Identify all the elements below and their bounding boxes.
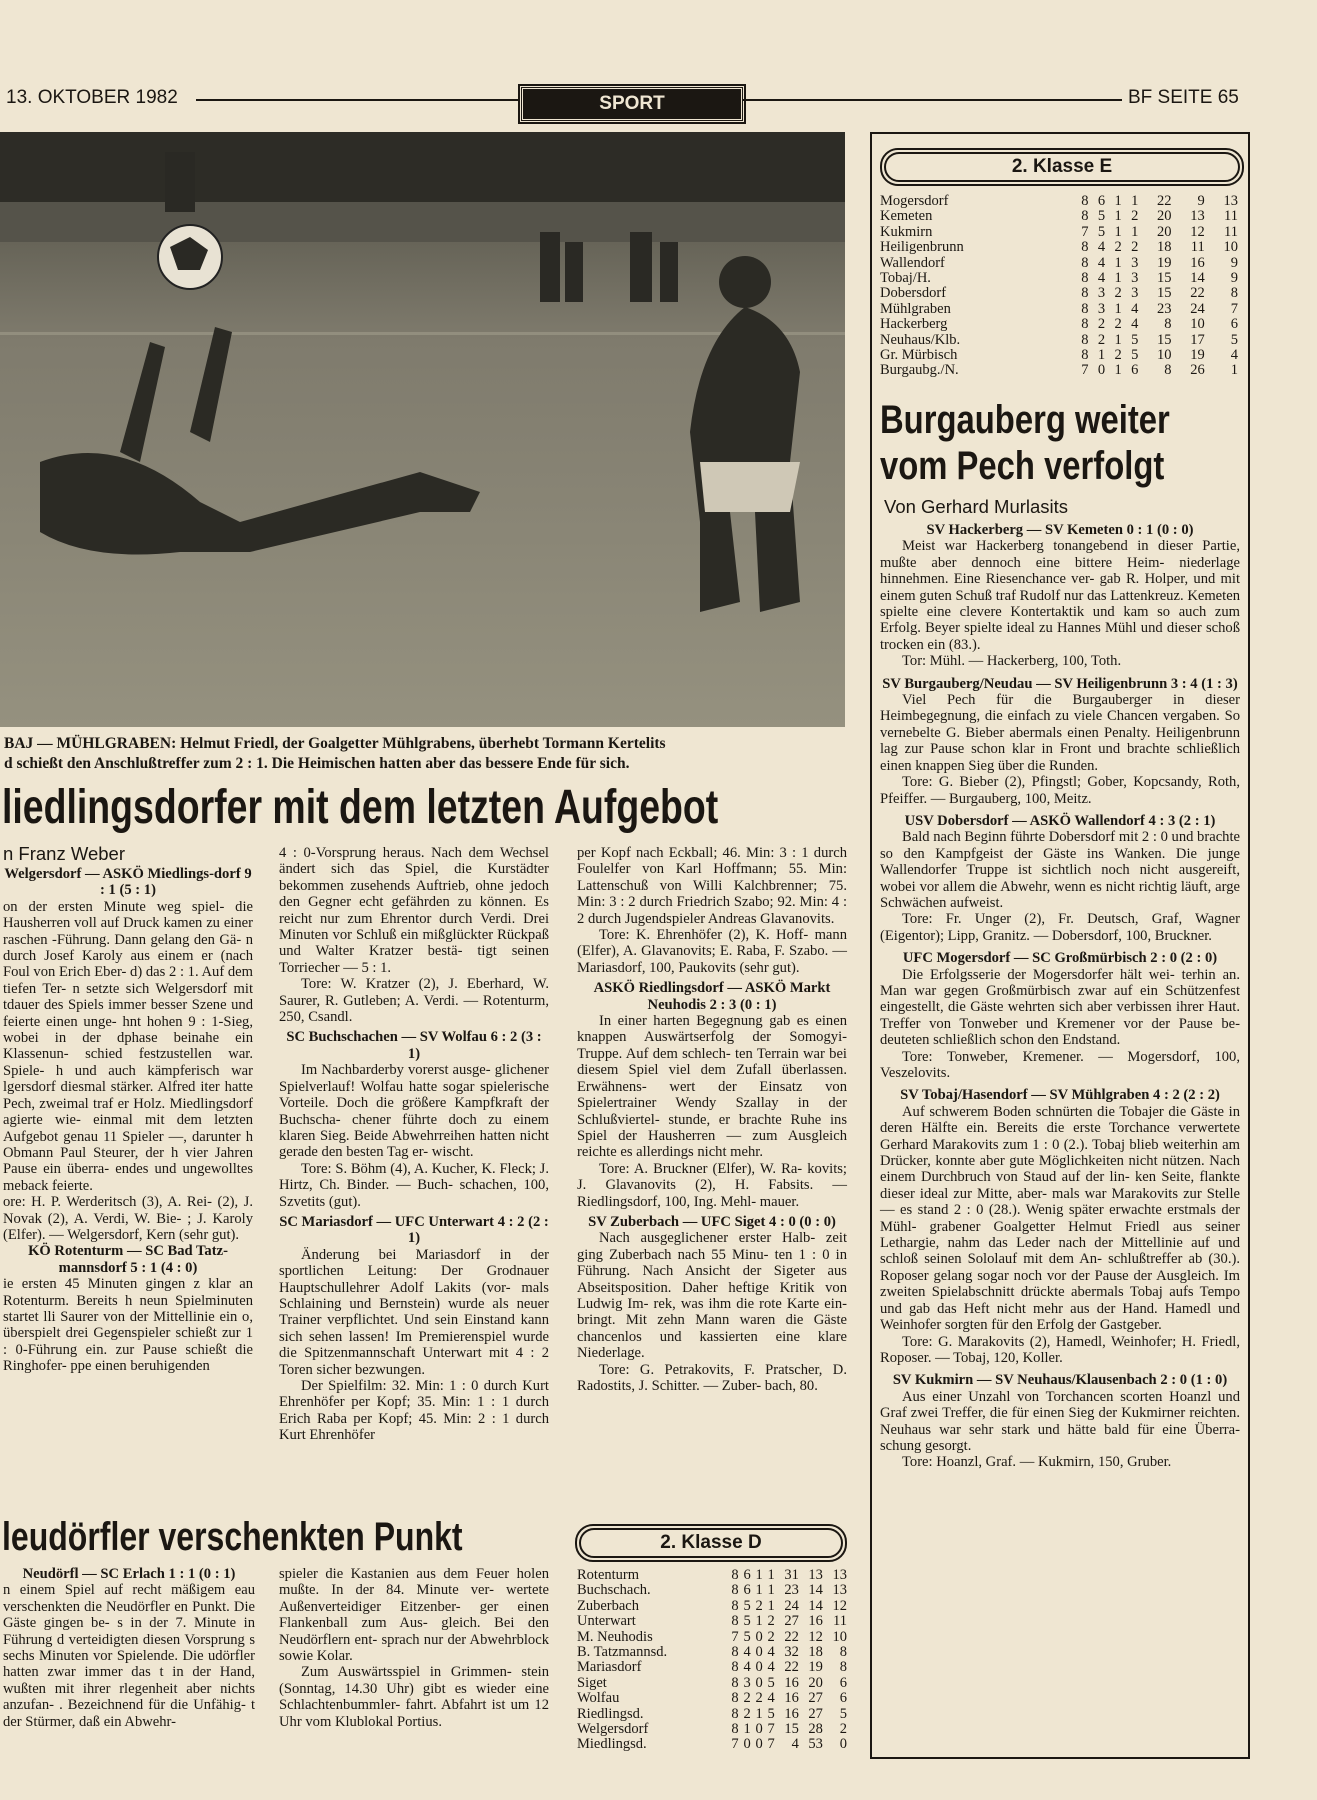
- team-name: Gr. Mürbisch: [880, 347, 958, 364]
- standings-table-d: [577, 1568, 847, 1753]
- table-row: [880, 333, 1238, 348]
- stat-value: 10: [1157, 347, 1172, 364]
- stat-value: 22: [784, 1628, 799, 1645]
- match-film: Der Spielfilm: 32. Min: 1 : 0 durch Kurt Ehrenhöfer per Kopf; 35. Min: 1 : 1 durch Erich Raba per Kopf; 45. Min: 2 : 1 durch Kurt Ehrenhöfer: [279, 1378, 549, 1444]
- table-row: [577, 1614, 847, 1629]
- stat-value: 2: [755, 1597, 763, 1614]
- article-column-1: [3, 866, 253, 1375]
- match-title: SC Mariasdorf — UFC Unterwart 4 : 2 (2 : 1): [279, 1213, 549, 1247]
- stat-value: 11: [833, 1613, 847, 1630]
- stat-value: 7: [767, 1721, 775, 1738]
- stat-value: 4: [767, 1644, 775, 1661]
- table-row: [880, 286, 1238, 301]
- stat-value: 0: [755, 1674, 763, 1691]
- stat-value: 4: [767, 1659, 775, 1676]
- stat-value: 7: [731, 1736, 739, 1753]
- stat-value: 8: [731, 1644, 739, 1661]
- stat-value: 23: [1157, 300, 1172, 317]
- stat-value: 6: [1230, 316, 1238, 333]
- match-scorers: Tore: K. Ehrenhöfer (2), K. Hoff- mann (Elfer), A. Glavanovits; E. Raba, F. Szabo. — Mariasdorf, 100, Paukovits (sehr gut).: [577, 927, 847, 976]
- team-name: M. Neuhodis: [577, 1628, 653, 1645]
- stat-value: 8: [731, 1582, 739, 1599]
- stat-value: 9: [1230, 254, 1238, 271]
- stat-value: 13: [832, 1582, 847, 1599]
- stat-value: 18: [1157, 239, 1172, 256]
- stat-value: 8: [731, 1721, 739, 1738]
- table-e-title: [880, 148, 1244, 186]
- stat-value: 4: [1097, 239, 1106, 256]
- stat-value: 13: [832, 1567, 847, 1583]
- match-title: UFC Mogersdorf — SC Großmürbisch 2 : 0 (2 : 0): [902, 950, 1218, 967]
- neudoerfl-column-2: [279, 1566, 549, 1796]
- stat-value: 4: [767, 1690, 775, 1707]
- stat-value: 2: [1114, 239, 1122, 256]
- team-name: Mogersdorf: [880, 193, 949, 209]
- table-row: [880, 302, 1238, 317]
- table-row: [880, 317, 1238, 332]
- stat-value: 11: [1224, 223, 1238, 240]
- photo-caption-line1: BAJ — MÜHLGRABEN: Helmut Friedl, der Goalgetter Mühlgrabens, überhebt Tormann Kertelits: [4, 735, 666, 752]
- table-row: [577, 1676, 847, 1691]
- stat-value: 8: [1081, 347, 1089, 364]
- stat-value: 2: [1114, 285, 1122, 302]
- stat-value: 4: [1097, 254, 1106, 271]
- stat-value: 1: [1114, 254, 1122, 271]
- stat-value: 8: [1081, 254, 1089, 271]
- stat-value: 1: [755, 1567, 763, 1583]
- stat-value: 6: [743, 1582, 751, 1599]
- match-report: Nach ausgeglichener erster Halb- zeit ging Zuberbach nach 55 Minu- ten 1 : 0 in Führung. Nach Ansicht der Sigeter aus Abseitsposition. Daher heftige Kritik von Ludwig Im- rek, was ihm die rote Karte ein- bringt. Mit zehn Mann waren die Gäste chancenlos und kassierten eine klare Niederlage.: [577, 1230, 847, 1362]
- stat-value: 2: [1114, 316, 1122, 333]
- stat-value: 2: [743, 1690, 751, 1707]
- match-scorers: Tore: Hoanzl, Graf. — Kukmirn, 150, Gruber.: [902, 1454, 1172, 1471]
- stat-value: 20: [1157, 208, 1172, 225]
- stat-value: 2: [1097, 316, 1106, 333]
- match-report: Auf schwerem Boden schnürten die Tobajer die Gäste in deren Hälfte ein. Bereits die erste Torchance verwertete Gerhard Marakovits zum 1 : 0 (2.). Tobaj blieb weiterhin am Drücker, konnte aber gute Möglichkeiten nicht nützen. Nach einem Durchbruch von Staud auf der lin- ken Seite, flankte dieser ideal zur Mitte, aber- mals war Marakovits zur Stelle — es stand 2 : 0 (28.). Wenig später erwachte erstmals der Mühl- grabener Goalgetter Helmut Friedl aus seiner Lethargie, nahm das Leder nach der Mittellinie auf und schloß seinen Sololauf mit dem An- schlußtreffer ab (30.). Roposer gelang sogar noch vor der Pause der Ausgleich. Im zweiten Spielabschnitt drückte abermals Tobaj aufs Tempo und gab das Heft nicht mehr aus der Hand. Hamedl und Weinhofer sorgten für den Erfolg der Gastgeber.: [880, 1103, 1240, 1334]
- stat-value: 1: [767, 1582, 775, 1599]
- table-row: [577, 1660, 847, 1675]
- table-row: [577, 1645, 847, 1660]
- match-scorers: Tore: G. Bieber (2), Pfingstl; Gober, Kopcsandy, Roth, Pfeiffer. — Burgauberg, 100, Meitz.: [880, 774, 1240, 807]
- stat-value: 24: [784, 1597, 799, 1614]
- stat-value: 0: [755, 1628, 763, 1645]
- team-name: Miedlingsd.: [577, 1736, 647, 1753]
- stat-value: 5: [1097, 208, 1106, 225]
- stat-value: 4: [743, 1659, 751, 1676]
- stat-value: 23: [784, 1582, 799, 1599]
- stat-value: 12: [808, 1628, 823, 1645]
- team-name: B. Tatzmannsd.: [577, 1644, 668, 1661]
- table-d-title-text: 2. Klasse D: [660, 1532, 762, 1553]
- stat-value: 1: [1114, 208, 1122, 225]
- stat-value: 27: [808, 1705, 823, 1722]
- match-title: SV Hackerberg — SV Kemeten 0 : 1 (0 : 0): [926, 522, 1194, 538]
- stat-value: 0: [743, 1736, 751, 1753]
- stat-value: 2: [1114, 347, 1122, 364]
- match-scorers: Tor: Mühl. — Hackerberg, 100, Toth.: [902, 653, 1122, 670]
- header-rule-right: [742, 99, 1122, 101]
- byline-murlasits: Von Gerhard Murlasits: [884, 496, 1069, 517]
- table-row: [880, 271, 1238, 286]
- neudoerfl-column-1: [3, 1566, 255, 1796]
- stat-value: 15: [1157, 270, 1172, 287]
- match-title: KÖ Rotenturm — SC Bad Tatz- mannsdorf 5 : 1 (4 : 0): [28, 1243, 228, 1276]
- stat-value: 1: [1114, 362, 1122, 379]
- table-row: [577, 1630, 847, 1645]
- stat-value: 1: [1097, 347, 1106, 364]
- stat-value: 1: [743, 1721, 751, 1738]
- match-title: USV Dobersdorf — ASKÖ Wallendorf 4 : 3 (2 : 1): [904, 812, 1216, 829]
- stat-value: 12: [1190, 223, 1205, 240]
- match-title: SV Kukmirn — SV Neuhaus/Klausenbach 2 : 0 (1 : 0): [892, 1372, 1228, 1389]
- team-name: Unterwart: [577, 1613, 636, 1630]
- section-label: SPORT: [520, 86, 744, 122]
- team-name: Siget: [577, 1674, 607, 1691]
- stat-value: 7: [767, 1736, 775, 1753]
- team-name: Buchschach.: [577, 1582, 651, 1599]
- stat-value: 5: [1131, 347, 1139, 364]
- table-row: [577, 1568, 847, 1583]
- match-report: spieler die Kastanien aus dem Feuer holen mußte. In der 84. Minute ver- wertete Außenverteidiger Eitzenber- ger einen Flankenball zum Aus- gleich. Bei den Neudörflern ent- sprach nur der Abwehrblock sowie Kolar.: [279, 1566, 549, 1665]
- stat-value: 8: [731, 1567, 739, 1583]
- team-name: Mühlgraben: [880, 300, 951, 317]
- stat-value: 6: [1097, 193, 1106, 209]
- stat-value: 1: [1131, 223, 1139, 240]
- stat-value: 1: [1114, 223, 1122, 240]
- match-title: ASKÖ Riedlingsdorf — ASKÖ Markt Neuhodis 2 : 3 (0 : 1): [593, 980, 831, 1013]
- stat-value: 6: [743, 1567, 751, 1583]
- standings-table-e: [880, 194, 1238, 379]
- team-name: Kemeten: [880, 208, 933, 225]
- stat-value: 6: [839, 1690, 847, 1707]
- stat-value: 4: [1230, 347, 1238, 364]
- stat-value: 1: [1114, 270, 1122, 287]
- table-row: [880, 348, 1238, 363]
- stat-value: 2: [839, 1721, 847, 1738]
- team-name: Zuberbach: [577, 1597, 639, 1614]
- stat-value: 4: [1097, 270, 1106, 287]
- stat-value: 27: [784, 1613, 799, 1630]
- stat-value: 24: [1190, 300, 1205, 317]
- stat-value: 17: [1190, 331, 1205, 348]
- match-scorers: Tore: W. Kratzer (2), J. Eberhard, W. Saurer, R. Gutleben; A. Verdi. — Rotenturm, 250, Csandl.: [279, 976, 549, 1026]
- stat-value: 5: [743, 1597, 751, 1614]
- table-e-title-text: 2. Klasse E: [1011, 156, 1113, 177]
- stat-value: 5: [767, 1705, 775, 1722]
- stat-value: 1: [767, 1597, 775, 1614]
- stat-value: 3: [1131, 285, 1139, 302]
- team-name: Heiligenbrunn: [880, 239, 964, 256]
- table-row: [577, 1691, 847, 1706]
- byline-franz-weber: n Franz Weber: [3, 843, 126, 864]
- team-name: Welgersdorf: [577, 1721, 649, 1738]
- stat-value: 8: [731, 1674, 739, 1691]
- match-title: Welgersdorf — ASKÖ Miedlings-dorf 9 : 1 (5 : 1): [4, 866, 252, 899]
- stat-value: 9: [1230, 270, 1238, 287]
- table-row: [880, 240, 1238, 255]
- team-name: Wallendorf: [880, 254, 945, 271]
- page-date: 13. OKTOBER 1982: [6, 87, 178, 108]
- stat-value: 15: [784, 1721, 799, 1738]
- stat-value: 8: [731, 1690, 739, 1707]
- table-row: [880, 194, 1238, 209]
- stat-value: 16: [784, 1690, 799, 1707]
- stat-value: 13: [1223, 193, 1238, 209]
- stat-value: 2: [767, 1628, 775, 1645]
- table-row: [880, 209, 1238, 224]
- stat-value: 3: [743, 1674, 751, 1691]
- match-report: on der ersten Minute weg spiel- die Hausherren voll auf Druck kamen zu einer raschen -Führung. Dann gelang den Gä- n durch Josef Karoly aus einem er (nach Foul von Erich Eber- d) das 2 : 1. Auf dem tiefen Ter- n setzte sich Welgersdorf mit tdauer des Spiels immer besser Szene und feierte einen unge- hnt hohen 9 : 1-Sieg, wobei in der dphase beinahe ein Klassenun- schied festzustellen war. Spiele- h und auch kämpferisch war lgersdorf diesmal stärker. Alfred iter hatte Pech, zweimal traf er Holz. Miedlingsdorf agierte wie- einmal mit dem letzten Aufgebot genau 11 Spieler —, darunter h Obmann Paul Steurer, der h vier Jahren Pause ein überra- endes und ungewolltes meback feierte.: [3, 898, 253, 1194]
- stat-value: 1: [755, 1582, 763, 1599]
- stat-value: 22: [1157, 193, 1172, 209]
- stat-value: 2: [755, 1690, 763, 1707]
- stat-value: 8: [1164, 316, 1172, 333]
- stat-value: 16: [784, 1674, 799, 1691]
- stat-value: 10: [832, 1628, 847, 1645]
- match-report: 4 : 0-Vorsprung heraus. Nach dem Wechsel ändert sich das Spiel, die Kurstädter bekommen zusehends Auftrieb, ohne jedoch den Gegner echt gefährden zu können. Es reicht nur zum Ehrentor durch Verdi. Drei Minuten vor Schluß ein mißglückter Rückpaß und Walter Kratzer bestä- tigt seinen Torriecher — 5 : 1.: [279, 845, 549, 976]
- stat-value: 14: [808, 1597, 823, 1614]
- stat-value: 8: [1081, 285, 1089, 302]
- stat-value: 1: [755, 1613, 763, 1630]
- article-column-3: [577, 845, 847, 1394]
- stat-value: 8: [1164, 362, 1172, 379]
- stat-value: 8: [1081, 300, 1089, 317]
- photo-goalkeeper-diving: [0, 132, 845, 727]
- match-scorers: Tore: A. Bruckner (Elfer), W. Ra- kovits; J. Glavanovits (2), H. Fabsits. — Riedlingsdorf, 100, Ing. Mehl- mauer.: [577, 1160, 847, 1210]
- match-title: SV Zuberbach — UFC Siget 4 : 0 (0 : 0): [588, 1213, 836, 1230]
- match-scorers: ore: H. P. Werderitsch (3), A. Rei- (2), J. Novak (2), A. Verdi, W. Bie- ; J. Karoly (Elfer). — Welgersdorf, Kern (sehr gut).: [3, 1194, 253, 1243]
- stat-value: 16: [784, 1705, 799, 1722]
- team-name: Hackerberg: [880, 316, 948, 333]
- stat-value: 8: [731, 1705, 739, 1722]
- stat-value: 5: [767, 1674, 775, 1691]
- team-name: Wolfau: [577, 1690, 620, 1707]
- headline-neudoerfler: leudörfler verschenkten Punkt: [2, 1515, 463, 1559]
- article-column-2: [279, 845, 549, 1444]
- stat-value: 1: [1131, 193, 1139, 209]
- stat-value: 8: [731, 1597, 739, 1614]
- stat-value: 1: [767, 1567, 775, 1583]
- stat-value: 5: [743, 1628, 751, 1645]
- table-row: [880, 225, 1238, 240]
- table-row: [577, 1599, 847, 1614]
- table-row: [577, 1707, 847, 1722]
- stat-value: 28: [808, 1721, 823, 1738]
- stat-value: 26: [1190, 362, 1205, 379]
- stat-value: 1: [1230, 362, 1238, 379]
- stat-value: 0: [755, 1736, 763, 1753]
- team-name: Neuhaus/Klb.: [880, 331, 961, 348]
- stat-value: 16: [1190, 254, 1205, 271]
- stat-value: 3: [1097, 300, 1106, 317]
- stat-value: 32: [784, 1644, 799, 1661]
- stat-value: 4: [1131, 316, 1139, 333]
- stat-value: 0: [839, 1736, 847, 1753]
- stat-value: 15: [1157, 331, 1172, 348]
- stat-value: 10: [1223, 239, 1238, 256]
- stat-value: 0: [755, 1721, 763, 1738]
- stat-value: 13: [1190, 208, 1205, 225]
- match-report: per Kopf nach Eckball; 46. Min: 3 : 1 durch Foulelfer von Karl Hoffmann; 55. Min: Lattenschuß von Willi Kalchbrenner; 75. Min: 3 : 2 durch Friedrich Szabo; 92. Min: 4 : 2 durch Jugendspieler Andreas Glavanovits.: [577, 845, 847, 927]
- stat-value: 1: [1114, 193, 1122, 209]
- match-report: Viel Pech für die Burgauberger in dieser Heimbegegnung, die einfach zu viele Chancen vergaben. So vernebelte G. Bieber abermals einen Penalty. Heiligenbrunn lag zur Pause schon klar in Front und brachte schließlich einen knappen Sieg über die Runden.: [880, 692, 1240, 774]
- stat-value: 13: [808, 1567, 823, 1583]
- stat-value: 8: [731, 1659, 739, 1676]
- team-name: Riedlingsd.: [577, 1705, 644, 1722]
- stat-value: 0: [755, 1659, 763, 1676]
- headline-miedlingsdorfer: liedlingsdorfer mit dem letzten Aufgebot: [2, 781, 719, 834]
- stat-value: 2: [1131, 208, 1139, 225]
- table-row: [880, 256, 1238, 271]
- stat-value: 8: [1081, 193, 1089, 209]
- stat-value: 8: [1081, 331, 1089, 348]
- match-report: n einem Spiel auf recht mäßigem eau verschenkten die Neudörfler en Punkt. Die Gäste gingen be- s in der 7. Minute in Führung d verteidigten diesen Vorsprung s sechs Minuten vor Spielende. Die udörfler hatten zwar immer das t in der Hand, wußten mit ihrer rlegenheit aber nichts anzufan- . Bezeichnend für die Unfähig- t der Stürmer, daß ein Abwehr-: [3, 1582, 255, 1730]
- stat-value: 27: [808, 1690, 823, 1707]
- match-scorers: Tore: Tonweber, Kremener. — Mogersdorf, 100, Veszelovits.: [880, 1048, 1240, 1081]
- stat-value: 11: [1224, 208, 1238, 225]
- stat-value: 8: [1081, 239, 1089, 256]
- table-row: [577, 1722, 847, 1737]
- stat-value: 4: [1131, 300, 1139, 317]
- stat-value: 8: [1081, 270, 1089, 287]
- match-title: SV Tobaj/Hasendorf — SV Mühlgraben 4 : 2 (2 : 2): [900, 1087, 1220, 1104]
- stat-value: 53: [808, 1736, 823, 1753]
- match-report: Änderung bei Mariasdorf in der sportlichen Leitung: Der Grodnauer Hauptschullehrer Adolf Lakits (vor- mals Schlaining und Bernstein) wurde als neuer Trainer verpflichtet. Und sein Einstand kann sich sehen lassen! Im Premierenspiel wurde die Spitzenmannschaft Unterwart mit 4 : 2 Toren sicher bezwungen.: [279, 1246, 549, 1378]
- stat-value: 8: [1230, 285, 1238, 302]
- match-report: Aus einer Unzahl von Torchancen scorten Hoanzl und Graf zwei Treffer, die für einen Sieg der Kukmirner reichten. Neuhaus war sehr stark und hätte bald für eine Überra- schung gesorgt.: [880, 1388, 1240, 1454]
- stat-value: 14: [1190, 270, 1205, 287]
- stat-value: 7: [1081, 223, 1089, 240]
- stat-value: 19: [1190, 347, 1205, 364]
- header-rule-left: [196, 99, 518, 101]
- photo-caption-line2: d schießt den Anschlußtreffer zum 2 : 1. Die Heimischen hatten aber das bessere Ende für sich.: [4, 755, 630, 772]
- stat-value: 3: [1097, 285, 1106, 302]
- stat-value: 31: [784, 1567, 799, 1583]
- stat-value: 2: [743, 1705, 751, 1722]
- match-title: SC Buchschachen — SV Wolfau 6 : 2 (3 : 1): [286, 1029, 542, 1062]
- stat-value: 22: [784, 1659, 799, 1676]
- match-report: Meist war Hackerberg tonangebend in dieser Partie, mußte aber dennoch eine bittere Heim- niederlage hinnehmen. Eine Riesenchance ver- gab R. Holper, und mit einem guten Schuß traf Rudolf nur das Lattenkreuz. Kemeten spielte eine clevere Kontertaktik und kam so auch zum Erfolg. Beyer spielte ideal zu Hannes Mühl und dieser schoß trocken ein (83.).: [880, 538, 1240, 653]
- stat-value: 8: [839, 1659, 847, 1676]
- match-report: Bald nach Beginn führte Dobersdorf mit 2 : 0 und brachte so den Kampfgeist der Gäste ins Wanken. Die junge Wallendorfer Truppe ist sichtlich noch nicht ausgereift, wobei vor allem die Abwehr, wenn es nicht richtig läuft, arge Schwächen aufweist.: [880, 829, 1241, 911]
- stat-value: 20: [808, 1674, 823, 1691]
- travel-notice: Zum Auswärtsspiel in Grimmen- stein (Sonntag, 14.30 Uhr) gibt es wieder eine Schlachtenbummler- fahrt. Abfahrt ist um 12 Uhr vom Klublokal Portius.: [279, 1664, 549, 1730]
- table-d-title: [575, 1524, 847, 1562]
- headline-burgauberg-1: Burgauberg weiter: [880, 398, 1170, 442]
- stat-value: 4: [791, 1736, 799, 1753]
- stat-value: 7: [1230, 300, 1238, 317]
- headline-burgauberg-2: vom Pech verfolgt: [880, 444, 1165, 488]
- stat-value: 2: [1097, 331, 1106, 348]
- page-number: BF SEITE 65: [1128, 87, 1239, 108]
- stat-value: 3: [1131, 270, 1139, 287]
- match-scorers: Tore: S. Böhm (4), A. Kucher, K. Fleck; J. Hirtz, Ch. Binder. — Buch- schachen, 100, Szvetits (gut).: [279, 1160, 549, 1210]
- stat-value: 18: [808, 1644, 823, 1661]
- stat-value: 4: [743, 1644, 751, 1661]
- stat-value: 8: [1081, 208, 1089, 225]
- team-name: Dobersdorf: [880, 285, 947, 302]
- stat-value: 5: [1131, 331, 1139, 348]
- stat-value: 11: [1190, 239, 1205, 256]
- stat-value: 7: [731, 1628, 739, 1645]
- stat-value: 5: [1097, 223, 1106, 240]
- match-title: SV Burgauberg/Neudau — SV Heiligenbrunn 3 : 4 (1 : 3): [882, 675, 1238, 692]
- stat-value: 6: [1131, 362, 1139, 379]
- stat-value: 8: [839, 1644, 847, 1661]
- stat-value: 5: [743, 1613, 751, 1630]
- team-name: Kukmirn: [880, 223, 933, 240]
- team-name: Mariasdorf: [577, 1659, 642, 1676]
- stat-value: 20: [1157, 223, 1172, 240]
- stat-value: 1: [755, 1705, 763, 1722]
- stat-value: 1: [1114, 331, 1122, 348]
- stat-value: 2: [1131, 239, 1139, 256]
- match-report: ie ersten 45 Minuten gingen z klar an Rotenturm. Bereits h neun Spielminuten startet lli Saurer von der Mittellinie ein o, überspielt drei Gegenspieler schießt zur 1 : 0-Führung ein. zur Pause schießt die Ringhofer- ppe einen beruhigenden: [3, 1276, 253, 1375]
- match-photo: [0, 132, 845, 727]
- stat-value: 12: [832, 1597, 847, 1614]
- stat-value: 0: [755, 1644, 763, 1661]
- stat-value: 1: [1114, 300, 1122, 317]
- match-scorers: Tore: G. Petrakovits, F. Pratscher, D. Radostits, J. Schitter. — Zuber- bach, 80.: [577, 1361, 847, 1394]
- stat-value: 10: [1190, 316, 1205, 333]
- stat-value: 9: [1197, 193, 1205, 209]
- stat-value: 3: [1131, 254, 1139, 271]
- match-scorers: Tore: G. Marakovits (2), Hamedl, Weinhofer; H. Friedl, Roposer. — Tobaj, 120, Koller.: [880, 1333, 1240, 1366]
- team-name: Burgaubg./N.: [880, 362, 959, 379]
- burgauberg-column: [880, 522, 1240, 1750]
- stat-value: 8: [731, 1613, 739, 1630]
- stat-value: 6: [839, 1674, 847, 1691]
- match-report: Die Erfolgsserie der Mogersdorfer hält wei- terhin an. Man war gegen Großmürbisch zwar auf ein Schützenfest eingestellt, die Gäste wehrten sich aber verbissen ihrer Haut. Treffer von Tonweber und Kremener vor der Pause be- deuteten schließlich schon den Endstand.: [880, 966, 1240, 1049]
- stat-value: 8: [1081, 316, 1089, 333]
- match-title: Neudörfl — SC Erlach 1 : 1 (0 : 1): [22, 1566, 236, 1582]
- stat-value: 5: [839, 1705, 847, 1722]
- match-report: Im Nachbarderby vorerst ausge- glichener Spielverlauf! Wolfau hatte sogar spielerische Vorteile. Doch die größere Kampfkraft der Buchscha- chener führte doch zu einem klaren Sieg. Beide Abwehrreihen hatten nicht gerade den besten Tag er- wischt.: [279, 1062, 549, 1161]
- stat-value: 15: [1157, 285, 1172, 302]
- stat-value: 14: [808, 1582, 823, 1599]
- match-scorers: Tore: Fr. Unger (2), Fr. Deutsch, Graf, Wagner (Eigentor); Lipp, Granitz. — Dobersdorf, 100, Bruckner.: [880, 911, 1240, 944]
- stat-value: 0: [1097, 362, 1106, 379]
- match-report: In einer harten Begegnung gab es einen knappen Auswärtserfolg der Somogyi-Truppe. Auf dem schlech- ten Terrain war bei diesem Spiel viel dem Zufall überlassen. Erwähnens- wert der Einsatz von Spielertrainer Wendy Szallay in der Schlußviertel- stunde, er brachte Ruhe ins Spiel der Hausherren — zum Ausgleich reichte es allerdings nicht mehr.: [577, 1013, 847, 1161]
- table-row: [880, 363, 1238, 378]
- stat-value: 7: [1081, 362, 1089, 379]
- stat-value: 22: [1190, 285, 1205, 302]
- team-name: Rotenturm: [577, 1567, 640, 1583]
- stat-value: 5: [1230, 331, 1238, 348]
- stat-value: 16: [808, 1613, 823, 1630]
- table-row: [577, 1583, 847, 1598]
- stat-value: 19: [1157, 254, 1172, 271]
- stat-value: 19: [808, 1659, 823, 1676]
- table-row: [577, 1737, 847, 1752]
- stat-value: 2: [767, 1613, 775, 1630]
- team-name: Tobaj/H.: [880, 270, 931, 287]
